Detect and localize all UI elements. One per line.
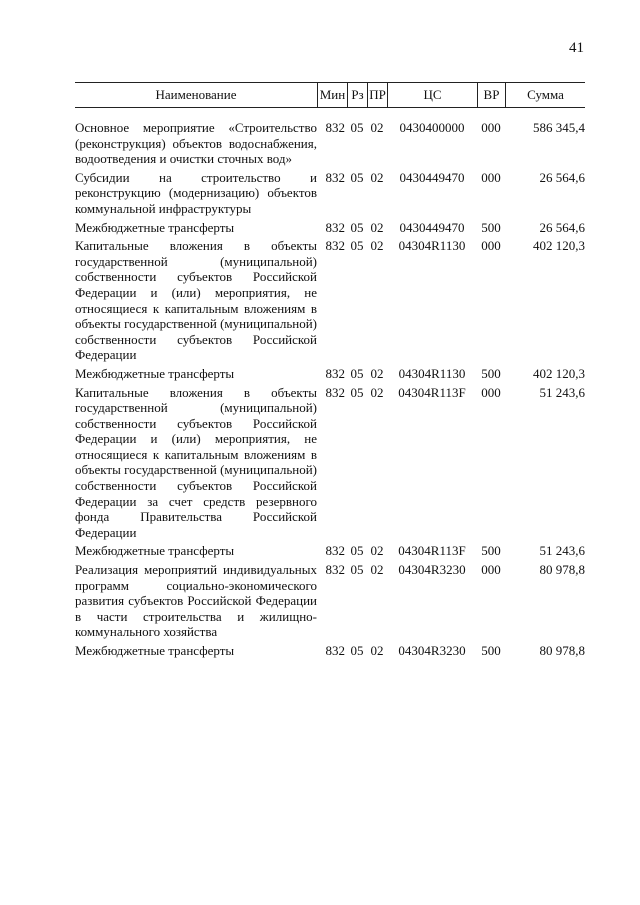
row-name: Реализация мероприятий индивидуальных программ социально-экономического развития субъектов Российской Федерации в части строительства и жилищно-коммунального хозяйства [75, 562, 317, 640]
row-vr: 500 [481, 219, 501, 235]
row-min: 832 [325, 365, 345, 381]
table-row [75, 366, 585, 382]
row-name: Капитальные вложения в объекты государственной (муниципальной) собственности субъектов Российской Федерации и (или) мероприятия, не относящиеся к капитальным вложениям в объекты государственной (муниципальной) собственности субъектов Российской Федерации за счет средств резервного фонда Правительства Российской Федерации [75, 384, 317, 540]
row-name: Субсидии на строительство и реконструкцию (модернизацию) объектов коммунальной инфраструктуры [75, 169, 317, 216]
row-min: 832 [325, 238, 345, 254]
row-name: Межбюджетные трансферты [75, 643, 235, 658]
table-row [75, 238, 585, 363]
row-min: 832 [325, 169, 345, 185]
header-vr: ВР [477, 83, 505, 107]
row-vr: 000 [481, 169, 501, 185]
table-row [75, 385, 585, 541]
row-vr: 500 [481, 365, 501, 381]
row-rz: 05 [350, 219, 364, 235]
row-pr: 02 [370, 169, 384, 185]
row-sum: 402 120,3 [533, 365, 585, 381]
row-vr: 000 [481, 384, 501, 400]
table-row [75, 170, 585, 217]
row-pr: 02 [370, 543, 384, 559]
row-rz: 05 [350, 120, 364, 135]
table-row [75, 120, 585, 167]
row-min: 832 [325, 643, 345, 658]
row-rz: 05 [350, 543, 364, 559]
row-cs: 0430449470 [399, 169, 465, 185]
table-row [75, 543, 585, 559]
header-pr: ПР [367, 83, 387, 107]
row-name: Основное мероприятие «Строительство (реконструкция) объектов водоснабжения, водоотведения и очистки сточных вод» [75, 120, 317, 167]
header-rz: Рз [347, 83, 367, 107]
row-rz: 05 [350, 238, 364, 254]
row-min: 832 [325, 384, 345, 400]
row-pr: 02 [370, 562, 384, 578]
row-sum: 26 564,6 [539, 219, 585, 235]
row-cs: 04304R113F [398, 384, 466, 400]
row-sum: 80 978,8 [539, 643, 585, 658]
row-pr: 02 [370, 643, 384, 658]
row-cs: 04304R1130 [398, 365, 466, 381]
table-row [75, 220, 585, 236]
table-header [75, 82, 585, 108]
table-row [75, 562, 585, 640]
header-name: Наименование [155, 87, 237, 102]
row-name: Межбюджетные трансферты [75, 365, 235, 381]
row-name: Межбюджетные трансферты [75, 219, 235, 235]
row-cs: 0430449470 [399, 219, 465, 235]
row-pr: 02 [370, 384, 384, 400]
row-name: Капитальные вложения в объекты государственной (муниципальной) собственности субъектов Российской Федерации и (или) мероприятия, не относящиеся к капитальным вложениям в объекты государственной (муниципальной) собственности субъектов Российской Федерации [75, 238, 317, 363]
row-vr: 000 [481, 562, 501, 578]
row-cs: 04304R3230 [398, 562, 466, 578]
header-sum: Сумма [505, 83, 585, 107]
row-rz: 05 [350, 562, 364, 578]
row-cs: 0430400000 [399, 120, 465, 135]
row-rz: 05 [350, 384, 364, 400]
row-pr: 02 [370, 120, 384, 135]
table-row [75, 643, 585, 659]
row-rz: 05 [350, 169, 364, 185]
row-vr: 000 [481, 238, 501, 254]
row-sum: 26 564,6 [539, 169, 585, 185]
row-vr: 000 [481, 120, 501, 135]
row-cs: 04304R1130 [398, 238, 466, 254]
row-rz: 05 [350, 643, 364, 658]
header-cs: ЦС [387, 83, 477, 107]
row-vr: 500 [481, 543, 501, 559]
row-sum: 80 978,8 [539, 562, 585, 578]
row-sum: 51 243,6 [539, 543, 585, 559]
row-min: 832 [325, 543, 345, 559]
row-sum: 402 120,3 [533, 238, 585, 254]
row-pr: 02 [370, 365, 384, 381]
row-vr: 500 [481, 643, 501, 658]
row-min: 832 [325, 219, 345, 235]
row-cs: 04304R3230 [398, 643, 466, 658]
row-rz: 05 [350, 365, 364, 381]
header-min: Мин [317, 83, 347, 107]
row-min: 832 [325, 120, 345, 135]
row-cs: 04304R113F [398, 543, 466, 559]
row-sum: 586 345,4 [533, 120, 585, 135]
table-body [75, 120, 585, 662]
row-name: Межбюджетные трансферты [75, 543, 235, 559]
row-min: 832 [325, 562, 345, 578]
row-sum: 51 243,6 [539, 384, 585, 400]
page-number: 41 [569, 40, 584, 56]
row-pr: 02 [370, 238, 384, 254]
row-pr: 02 [370, 219, 384, 235]
